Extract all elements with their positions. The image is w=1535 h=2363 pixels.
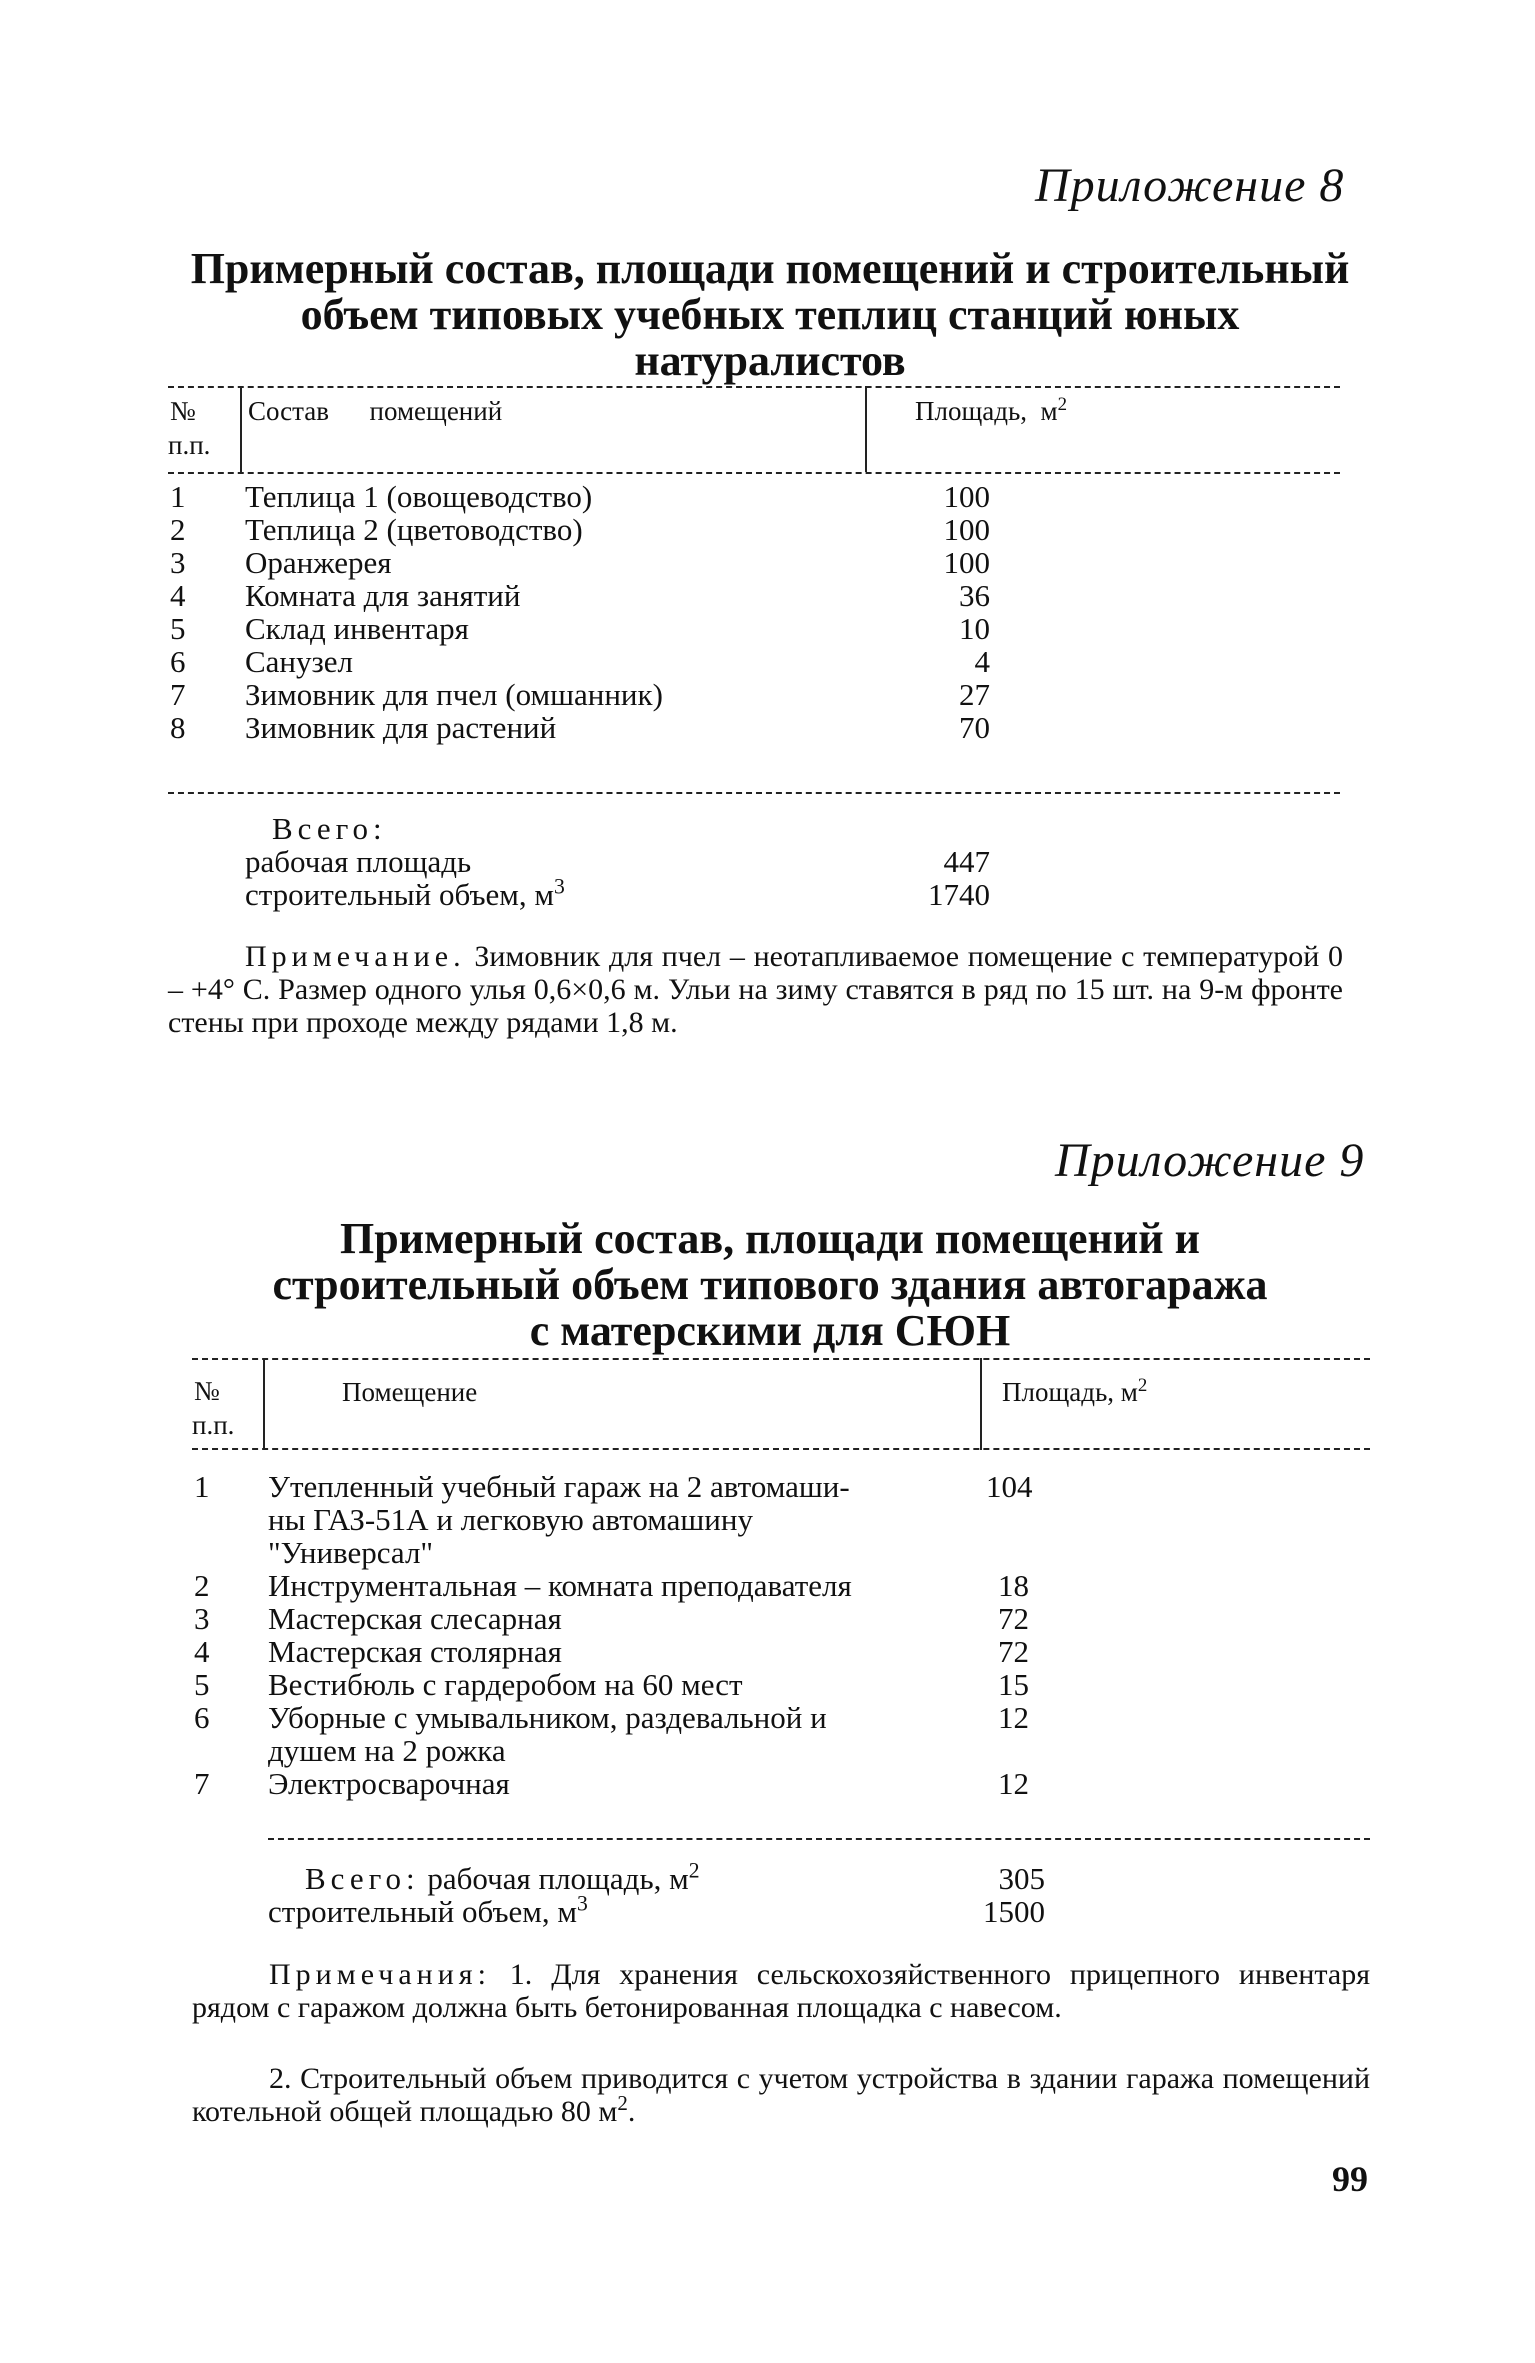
table-row: [170, 480, 1000, 513]
appendix-8-table-body: [170, 480, 1000, 744]
row-name: [268, 1470, 850, 1569]
row-area: 104: [986, 1469, 1033, 1504]
table-row: [170, 579, 1000, 612]
appendix-9-label: Приложение 9: [1055, 1134, 1365, 1187]
row-name: Зимовник для пчел (омшанник): [245, 677, 663, 712]
row-name: Теплица 2 (цветоводство): [245, 512, 583, 547]
table-row: [170, 612, 1000, 645]
row-area: 15: [998, 1667, 1029, 1702]
row-name-line: Утепленный учебный гараж на 2 автомаши-: [268, 1469, 850, 1504]
table-row: [194, 1602, 1074, 1635]
header-area: Площадь, $м^2$: [915, 394, 1068, 426]
table-row: [170, 711, 1000, 744]
table-row: [170, 678, 1000, 711]
row-number: 5: [194, 1667, 210, 1702]
table-row: [170, 645, 1000, 678]
total-volume-value: 1500: [983, 1894, 1045, 1929]
appendix-9-note-2: 2. Строительный объем приводится с учетом устройства в здании гаража помещений котельной общей площадью 80 $м^2$.: [192, 2062, 1370, 2128]
total-work-area-value: 447: [943, 844, 990, 879]
appendix-9-table-body: [194, 1470, 1074, 1800]
table-total-rule: [268, 1838, 1370, 1840]
total-work-area-label: рабочая площадь, м: [419, 1861, 689, 1896]
row-area: 10: [959, 611, 990, 646]
header-no-pp: п.п.: [168, 430, 211, 460]
table-row: [170, 513, 1000, 546]
row-name: Зимовник для растений: [245, 710, 557, 745]
title-line: с матерскими для СЮН: [529, 1306, 1011, 1355]
row-name-line: ны ГАЗ-51А и легковую автомашину: [268, 1502, 753, 1537]
total-label: Всего:: [305, 1861, 420, 1896]
row-number: 1: [194, 1469, 210, 1504]
row-name: Инструментальная – комната преподавателя: [268, 1568, 852, 1603]
note-label: Примечание.: [245, 940, 466, 973]
row-number: 3: [194, 1601, 210, 1636]
page-number: 99: [1332, 2159, 1368, 2199]
row-name-line: Уборные с умывальником, раздевальной и: [268, 1700, 827, 1735]
row-area: 12: [998, 1766, 1029, 1801]
row-area: 100: [943, 545, 990, 580]
row-number: 6: [194, 1700, 210, 1735]
appendix-8-label: Приложение 8: [1035, 159, 1345, 212]
table-row: [194, 1635, 1074, 1668]
header-no-pp: п.п.: [192, 1410, 235, 1440]
column-divider: [263, 1358, 265, 1450]
row-area: 100: [943, 479, 990, 514]
row-name: Мастерская столярная: [268, 1634, 562, 1669]
total-work-area-label: рабочая площадь: [245, 844, 472, 879]
row-area: 12: [998, 1700, 1029, 1735]
row-number: 2: [194, 1568, 210, 1603]
row-area: 70: [959, 710, 990, 745]
row-name: Оранжерея: [245, 545, 392, 580]
note-2-text: 2. Строительный объем приводится с учетом устройства в здании гаража помещений котельной общей площадью 80 м: [192, 2062, 1370, 2128]
row-name: Электросварочная: [268, 1766, 510, 1801]
row-area: 36: [959, 578, 990, 613]
table-total-rule: [168, 792, 1340, 794]
row-area: 18: [998, 1568, 1029, 1603]
header-area: Площадь, $м^2$: [1002, 1375, 1148, 1407]
row-number: 4: [194, 1634, 210, 1669]
note-text: Зимовник для пчел – неотапливаемое помещение с температурой 0 – +4° С. Размер одного улья 0,6×0,6 м. Ульи на зиму ставятся в ряд по 15 шт. на 9-м фронте стены при проходе между рядами 1,8 м.: [168, 940, 1343, 1039]
header-rooms: Состав помещений: [248, 396, 503, 426]
header-no: №: [170, 396, 196, 426]
total-label: Всего:: [272, 811, 387, 846]
total-volume-label: строительный объем, $м^3$: [245, 874, 565, 912]
row-number: 8: [170, 710, 186, 745]
header-no: №: [194, 1376, 220, 1406]
table-row: [194, 1470, 1074, 1569]
title-line: натуралистов: [634, 336, 906, 385]
total-volume-value: 1740: [928, 877, 990, 912]
table-row: [194, 1569, 1074, 1602]
table-row: [194, 1668, 1074, 1701]
table-header-rule: [192, 1448, 1370, 1450]
row-number: 6: [170, 644, 186, 679]
row-area: 72: [998, 1601, 1029, 1636]
row-number: 5: [170, 611, 186, 646]
row-number: 2: [170, 512, 186, 547]
appendix-8-title: [150, 246, 1390, 384]
table-row: [170, 546, 1000, 579]
row-area: 4: [974, 644, 990, 679]
appendix-9-title: [150, 1216, 1390, 1354]
total-work-area-value: 305: [998, 1861, 1045, 1896]
column-divider: [240, 386, 242, 472]
table-header-rule: [168, 472, 1340, 474]
row-name-line: душем на 2 рожка: [268, 1733, 506, 1768]
header-room: Помещение: [342, 1377, 478, 1407]
total-volume-label: строительный объем, $м^3$: [268, 1891, 588, 1929]
notes-label: Примечания:: [269, 1958, 491, 1991]
column-divider: [865, 386, 867, 472]
row-name: [268, 1701, 827, 1767]
row-name-line: "Универсал": [268, 1535, 434, 1570]
row-area: 27: [959, 677, 990, 712]
row-name: Вестибюль с гардеробом на 60 мест: [268, 1667, 743, 1702]
total-work-area: Всего: рабочая площадь, $м^2$: [305, 1858, 700, 1896]
row-name: Мастерская слесарная: [268, 1601, 562, 1636]
table-top-rule: [168, 386, 1340, 388]
row-number: 7: [194, 1766, 210, 1801]
row-name: Склад инвентаря: [245, 611, 469, 646]
appendix-9-note-1: [192, 1958, 1370, 2024]
row-name: Теплица 1 (овощеводство): [245, 479, 593, 514]
title-line: Примерный состав, площади помещений и строительный: [190, 244, 1350, 293]
table-row: [194, 1767, 1074, 1800]
table-top-rule: [192, 1358, 1370, 1360]
table-row: [194, 1701, 1074, 1767]
appendix-8-note: [168, 940, 1343, 1039]
title-line: Примерный состав, площади помещений и: [340, 1214, 1200, 1263]
row-name: Комната для занятий: [245, 578, 521, 613]
row-area: 72: [998, 1634, 1029, 1669]
row-number: 3: [170, 545, 186, 580]
title-line: объем типовых учебных теплиц станций юных: [300, 290, 1240, 339]
row-number: 7: [170, 677, 186, 712]
column-divider: [980, 1358, 982, 1450]
title-line: строительный объем типового здания автогаража: [272, 1260, 1268, 1309]
row-number: 4: [170, 578, 186, 613]
note-1-text: 1. Для хранения сельскохозяйственного прицепного инвентаря рядом с гаражом должна быть бетонированная площадка с навесом.: [192, 1958, 1370, 2024]
row-area: 100: [943, 512, 990, 547]
row-name: Санузел: [245, 644, 354, 679]
row-number: 1: [170, 479, 186, 514]
